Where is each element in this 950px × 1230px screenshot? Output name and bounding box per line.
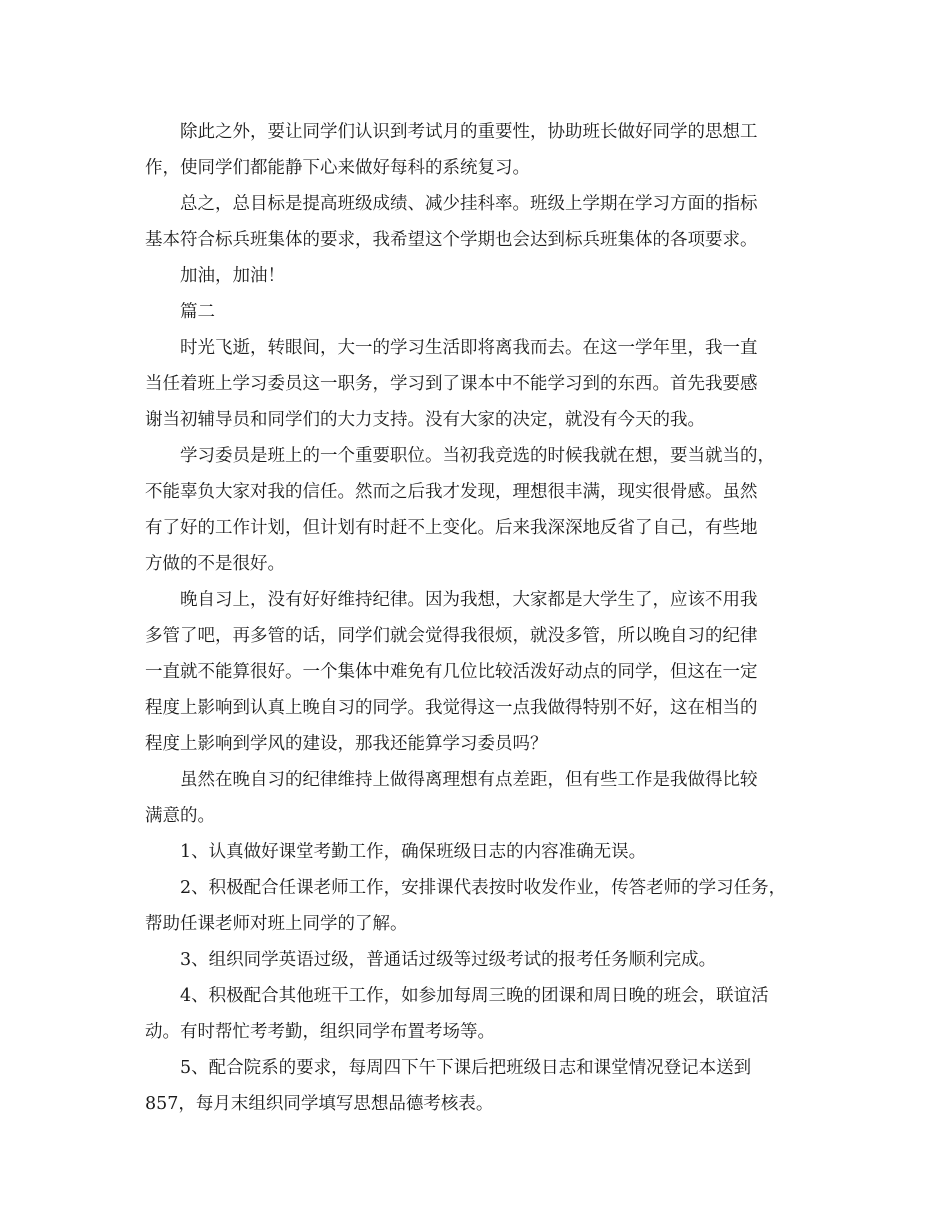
text-line: 基本符合标兵班集体的要求，我希望这个学期也会达到标兵班集体的各项要求。: [145, 230, 758, 250]
text-line: 作，使同学们都能静下心来做好每科的系统复习。: [145, 158, 530, 178]
text-line: 时光飞逝，转眼间，大一的学习生活即将离我而去。在这一学年里，我一直: [180, 338, 758, 358]
list-item: 1、认真做好课堂考勤工作，确保班级日志的内容准确无误。: [180, 842, 647, 862]
list-item: 3、组织同学英语过级，普通话过级等过级考试的报考任务顺利完成。: [180, 950, 717, 970]
text-line: 多管了吧，再多管的话，同学们就会觉得我很烦，就没多管，所以晚自习的纪律: [145, 626, 758, 646]
text-line: 谢当初辅导员和同学们的大力支持。没有大家的决定，就没有今天的我。: [145, 410, 705, 430]
text-line: 帮助任课老师对班上同学的了解。: [145, 914, 408, 934]
text-line: 不能辜负大家对我的信任。然而之后我才发现，理想很丰满，现实很骨感。虽然: [145, 482, 758, 502]
text-line: 学习委员是班上的一个重要职位。当初我竞选的时候我就在想，要当就当的，: [180, 446, 775, 466]
text-line: 除此之外，要让同学们认识到考试月的重要性，协助班长做好同学的思想工: [180, 122, 758, 142]
text-line: 满意的。: [145, 806, 215, 826]
text-line: 加油，加油！: [180, 266, 285, 286]
text-line: 857，每月末组织同学填写思想品德考核表。: [145, 1094, 494, 1114]
text-line: 程度上影响到学风的建设，那我还能算学习委员吗？: [145, 734, 548, 754]
list-item: 2、积极配合任课老师工作，安排课代表按时收发作业，传答老师的学习任务，: [180, 878, 787, 898]
list-item: 5、配合院系的要求，每周四下午下课后把班级日志和课堂情况登记本送到: [180, 1058, 752, 1078]
text-line: 方做的不是很好。: [145, 554, 285, 574]
text-line: 虽然在晚自习的纪律维持上做得离理想有点差距，但有些工作是我做得比较: [180, 770, 758, 790]
text-line: 有了好的工作计划，但计划有时赶不上变化。后来我深深地反省了自己，有些地: [145, 518, 758, 538]
list-item: 4、积极配合其他班干工作，如参加每周三晚的团课和周日晚的班会，联谊活: [180, 986, 769, 1006]
text-line: 一直就不能算很好。一个集体中难免有几位比较活泼好动点的同学，但这在一定: [145, 662, 758, 682]
section-heading: 篇二: [180, 302, 215, 322]
text-line: 动。有时帮忙考考勤，组织同学布置考场等。: [145, 1022, 495, 1042]
text-line: 程度上影响到认真上晚自习的同学。我觉得这一点我做得特别不好，这在相当的: [145, 698, 758, 718]
text-line: 晚自习上，没有好好维持纪律。因为我想，大家都是大学生了，应该不用我: [180, 590, 758, 610]
text-line: 总之，总目标是提高班级成绩、减少挂科率。班级上学期在学习方面的指标: [180, 194, 758, 214]
text-line: 当任着班上学习委员这一职务，学习到了课本中不能学习到的东西。首先我要感: [145, 374, 758, 394]
